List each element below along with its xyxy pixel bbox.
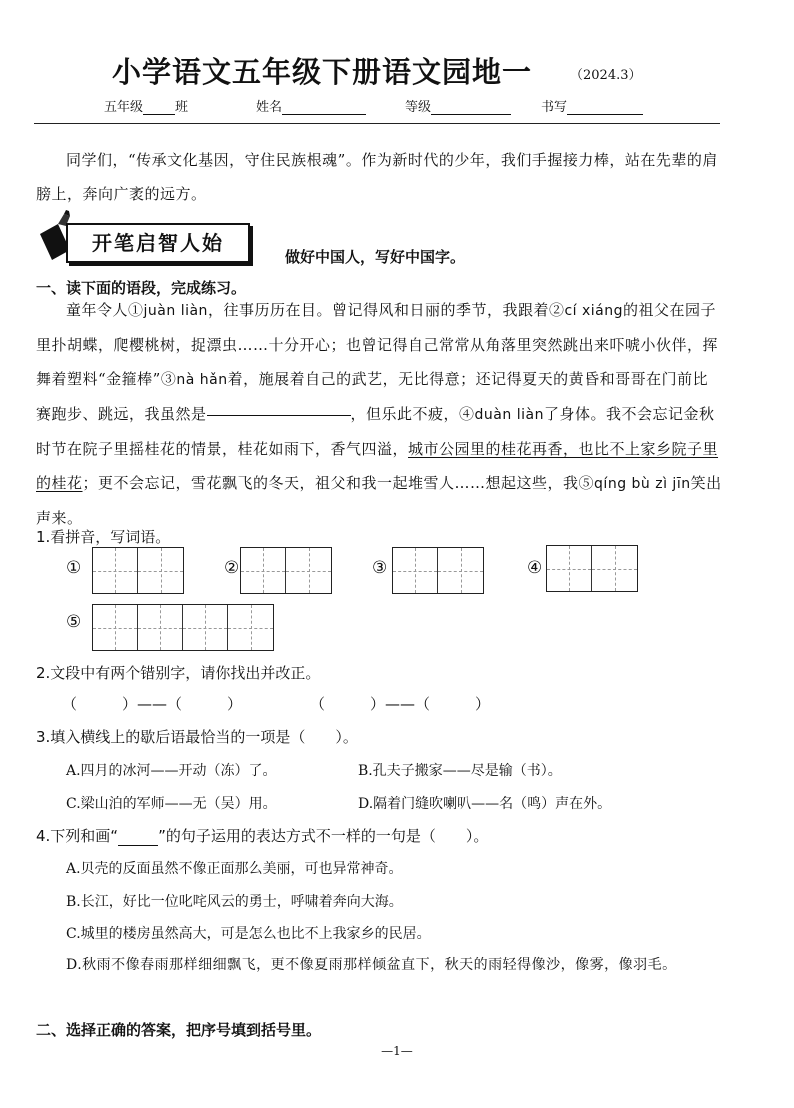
writing-grid-1[interactable]	[92, 547, 184, 594]
class-blank[interactable]	[143, 101, 175, 115]
grid-cell[interactable]	[592, 546, 637, 591]
grade-blank[interactable]	[431, 101, 511, 115]
option-d: D.秋雨不像春雨那样细细飘飞，更不像夏雨那样倾盆直下，秋天的雨轻得像沙，像雾，像羽毛。	[66, 957, 677, 973]
option-a: A.四月的冰河——开动（冻）了。	[66, 763, 277, 779]
passage-text: ，但乐此不疲，	[350, 405, 460, 423]
grid-cell[interactable]	[241, 548, 286, 593]
writing-grid-3[interactable]	[392, 547, 484, 594]
option-a: A.贝壳的反面虽然不像正面那么美丽，可也异常神奇。	[66, 861, 403, 877]
writing-grid-2[interactable]	[240, 547, 332, 594]
class-label: 五年级	[104, 100, 144, 115]
correction-pair-2[interactable]: （ ）——（ ）	[310, 695, 491, 713]
grid-cell[interactable]	[286, 548, 331, 593]
pinyin-3: nà hǎn	[176, 372, 228, 388]
name-label: 姓名	[256, 100, 283, 115]
question-4	[36, 825, 488, 846]
option-b: B.长江，好比一位叱咤风云的勇士，呼啸着奔向大海。	[66, 894, 403, 910]
grid-cell[interactable]	[138, 548, 183, 593]
marker-1: ①	[128, 301, 144, 319]
grid-cell[interactable]	[393, 548, 438, 593]
grid-label-2: ②	[224, 558, 240, 578]
class-suffix: 班	[175, 100, 189, 115]
reading-passage	[36, 293, 722, 535]
grid-cell[interactable]	[138, 605, 183, 650]
name-field	[256, 96, 366, 115]
passage-text: 了身体。我不会忘记金秋时节在院子里摇桂花的情景，桂花如雨下，香气四溢，	[36, 405, 715, 458]
marker-5: ⑤	[578, 474, 595, 492]
question-4-text: 4.下列和画“	[36, 827, 119, 845]
question-4-text: ”的句子运用的表达方式不一样的一句是（ ）。	[158, 827, 489, 845]
grid-label-1: ①	[66, 558, 82, 578]
option-c: C.梁山泊的军师——无（吴）用。	[66, 796, 277, 812]
question-2: 2.文段中有两个错别字，请你找出并改正。	[36, 664, 321, 682]
section-banner	[36, 210, 262, 264]
pinyin-4: duàn liàn	[474, 407, 544, 423]
passage-text: 着，施展着自己的武艺，无比得意；还记得夏天的黄昏和哥哥在门前比赛跑步、跳远，我虽然是	[36, 370, 709, 423]
grid-label-4: ④	[527, 558, 543, 578]
page-number: —1—	[381, 1044, 413, 1058]
exam-date: （2024.3）	[570, 68, 642, 83]
passage-text: 笑出声来。	[36, 474, 722, 527]
writing-label: 书写	[541, 100, 568, 115]
class-field	[104, 96, 188, 115]
grid-cell[interactable]	[228, 605, 273, 650]
passage-text: ；更不会忘记，雪花飘飞的冬天，祖父和我一起堆雪人……想起这些，我	[82, 474, 579, 492]
fill-in-blank-line[interactable]	[207, 414, 351, 416]
writing-grid-4[interactable]	[546, 545, 638, 592]
pinyin-2: cí xiáng	[564, 303, 624, 319]
marker-4: ④	[459, 405, 475, 423]
passage-text: ，往事历历在目。曾记得风和日丽的季节，我跟着	[207, 301, 549, 319]
option-b: B.孔夫子搬家——尽是输（书）。	[358, 763, 562, 779]
grid-cell[interactable]	[183, 605, 228, 650]
question-1: 1.看拼音，写词语。	[36, 528, 171, 546]
marker-3: ③	[160, 370, 177, 388]
pinyin-5: qíng bù zì jīn	[594, 476, 691, 492]
pinyin-1: juàn liàn	[143, 303, 208, 319]
intro-paragraph: 同学们，“传承文化基因，守住民族根魂”。作为新时代的少年，我们手握接力棒，站在先辈的肩膀上，奔向广袤的远方。	[36, 151, 718, 203]
writing-grid-5[interactable]	[92, 604, 274, 651]
option-d: D.隔着门缝吹喇叭——名（鸣）声在外。	[358, 796, 612, 812]
writing-blank[interactable]	[567, 101, 643, 115]
passage-text: 童年令人	[66, 301, 129, 319]
section-2-heading: 二、选择正确的答案，把序号填到括号里。	[36, 1021, 322, 1039]
grade-field	[405, 96, 511, 115]
marker-2: ②	[548, 301, 565, 319]
grid-cell[interactable]	[547, 546, 592, 591]
section-1-heading: 一、读下面的语段，完成练习。	[36, 279, 247, 297]
grid-cell[interactable]	[93, 605, 138, 650]
correction-pair-1[interactable]: （ ）——（ ）	[62, 695, 243, 713]
writing-field	[541, 96, 643, 115]
grid-label-3: ③	[372, 558, 388, 578]
grid-cell[interactable]	[438, 548, 483, 593]
question-3: 3.填入横线上的歇后语最恰当的一项是（ ）。	[36, 728, 358, 746]
underline-sample	[118, 833, 158, 846]
option-c: C.城里的楼房虽然高大，可是怎么也比不上我家乡的民居。	[66, 926, 431, 942]
name-blank[interactable]	[282, 101, 366, 115]
banner-slogan: 做好中国人，写好中国字。	[285, 248, 466, 266]
underlined-sentence: 城市公园里的桂花再香，也比不上家乡院子里的桂花	[36, 440, 719, 492]
passage-text: 的祖父在园子里扑胡蝶，爬樱桃树，捉漂虫……十分开心；也曾记得自己常常从角落里突然跳出来吓唬小伙伴，挥舞着塑料“金箍棒”	[36, 301, 719, 388]
grid-label-5: ⑤	[66, 612, 82, 632]
grid-cell[interactable]	[93, 548, 138, 593]
page-title: 小学语文五年级下册语文园地一	[112, 55, 533, 89]
grade-label: 等级	[405, 100, 432, 115]
banner-label: 开笔启智人始	[66, 223, 250, 263]
header-divider	[34, 123, 720, 124]
